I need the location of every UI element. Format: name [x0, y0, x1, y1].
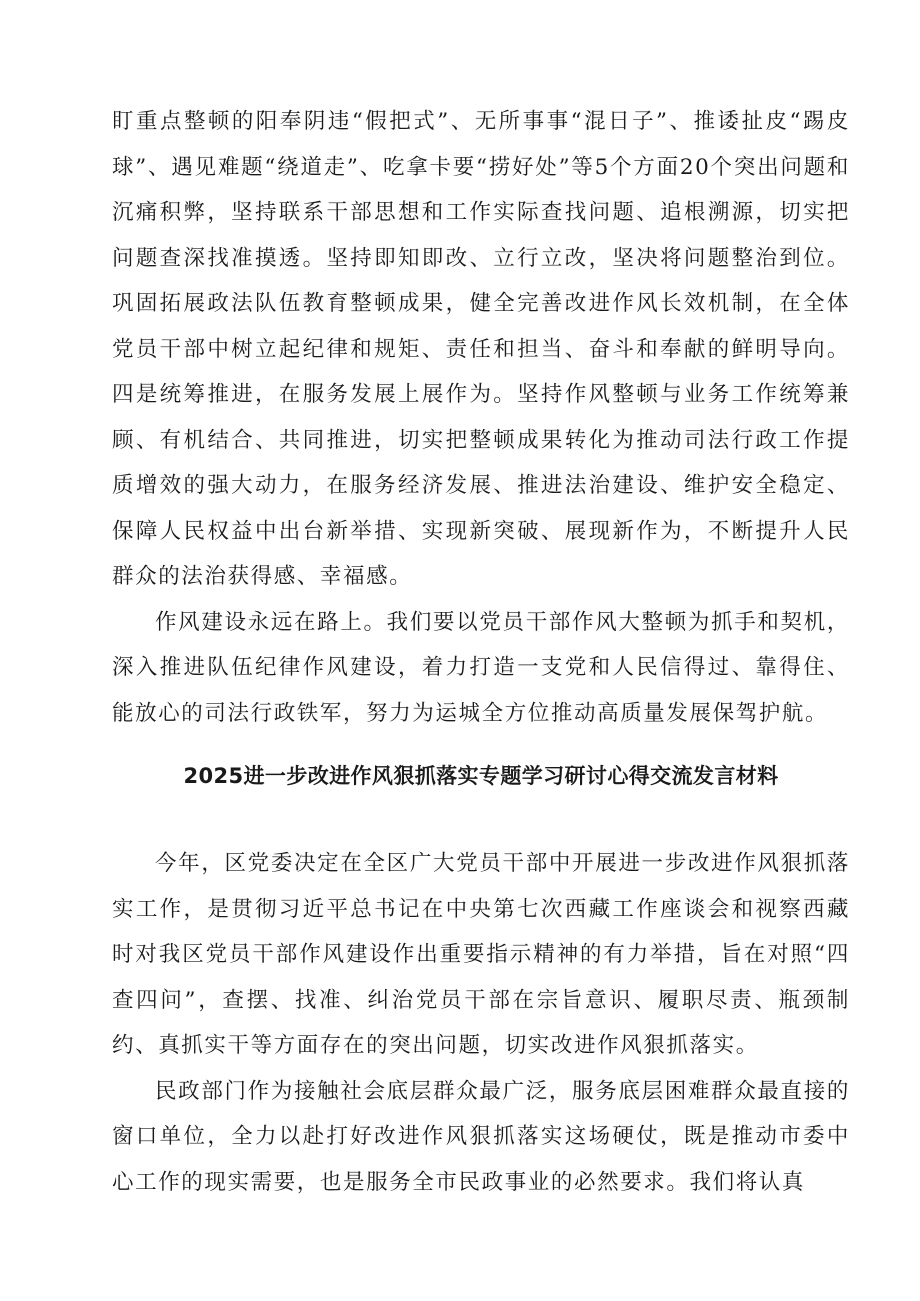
article-heading: 2025进一步改进作风狠抓落实专题学习研讨心得交流发言材料 — [183, 764, 779, 788]
section-2 — [112, 841, 850, 1205]
paragraph-continued: 盯重点整顿的阳奉阴违“假把式”、无所事事“混日子”、推诿扯皮“踢皮球”、遇见难题“绕道走”、吃拿卡要“捞好处”等5个方面20个突出问题和沉痛积弊，坚持联系干部思想和工作实际查找问题、追根溯源，切实把问题查深找准摸透。坚持即知即改、立行立改，坚决将问题整治到位。巩固拓展政法队伍教育整顿成果，健全完善改进作风长效机制，在全体党员干部中树立起纪律和规矩、责任和担当、奋斗和奉献的鲜明导向。四是统筹推进，在服务发展上展作为。坚持作风整顿与业务工作统筹兼顾、有机结合、共同推进，切实把整顿成果转化为推动司法行政工作提质增效的强大动力，在服务经济发展、推进法治建设、维护安全稳定、保障人民权益中出台新举措、实现新突破、展现新作为，不断提升人民群众的法治获得感、幸福感。 — [112, 109, 850, 589]
paragraph-style-building: 作风建设永远在路上。我们要以党员干部作风大整顿为抓手和契机，深入推进队伍纪律作风建设，着力打造一支党和人民信得过、靠得住、能放心的司法行政铁军，努力为运城全方位推动高质量发展保驾护航。 — [112, 609, 850, 726]
section-1 — [112, 99, 850, 736]
paragraph-civil-affairs: 民政部门作为接触社会底层群众最广泛，服务底层困难群众最直接的窗口单位，全力以赴打好改进作风狠抓落实这场硬仗，既是推动市委中心工作的现实需要，也是服务全市民政事业的必然要求。我们将认真 — [112, 1078, 850, 1195]
paragraph-intro: 今年，区党委决定在全区广大党员干部中开展进一步改进作风狠抓落实工作，是贯彻习近平总书记在中央第七次西藏工作座谈会和视察西藏时对我区党员干部作风建设作出重要指示精神的有力举措，旨在对照“四查四问”，查摆、找准、纠治党员干部在宗旨意识、履职尽责、瓶颈制约、真抓实干等方面存在的突出问题，切实改进作风狠抓落实。 — [112, 851, 850, 1058]
